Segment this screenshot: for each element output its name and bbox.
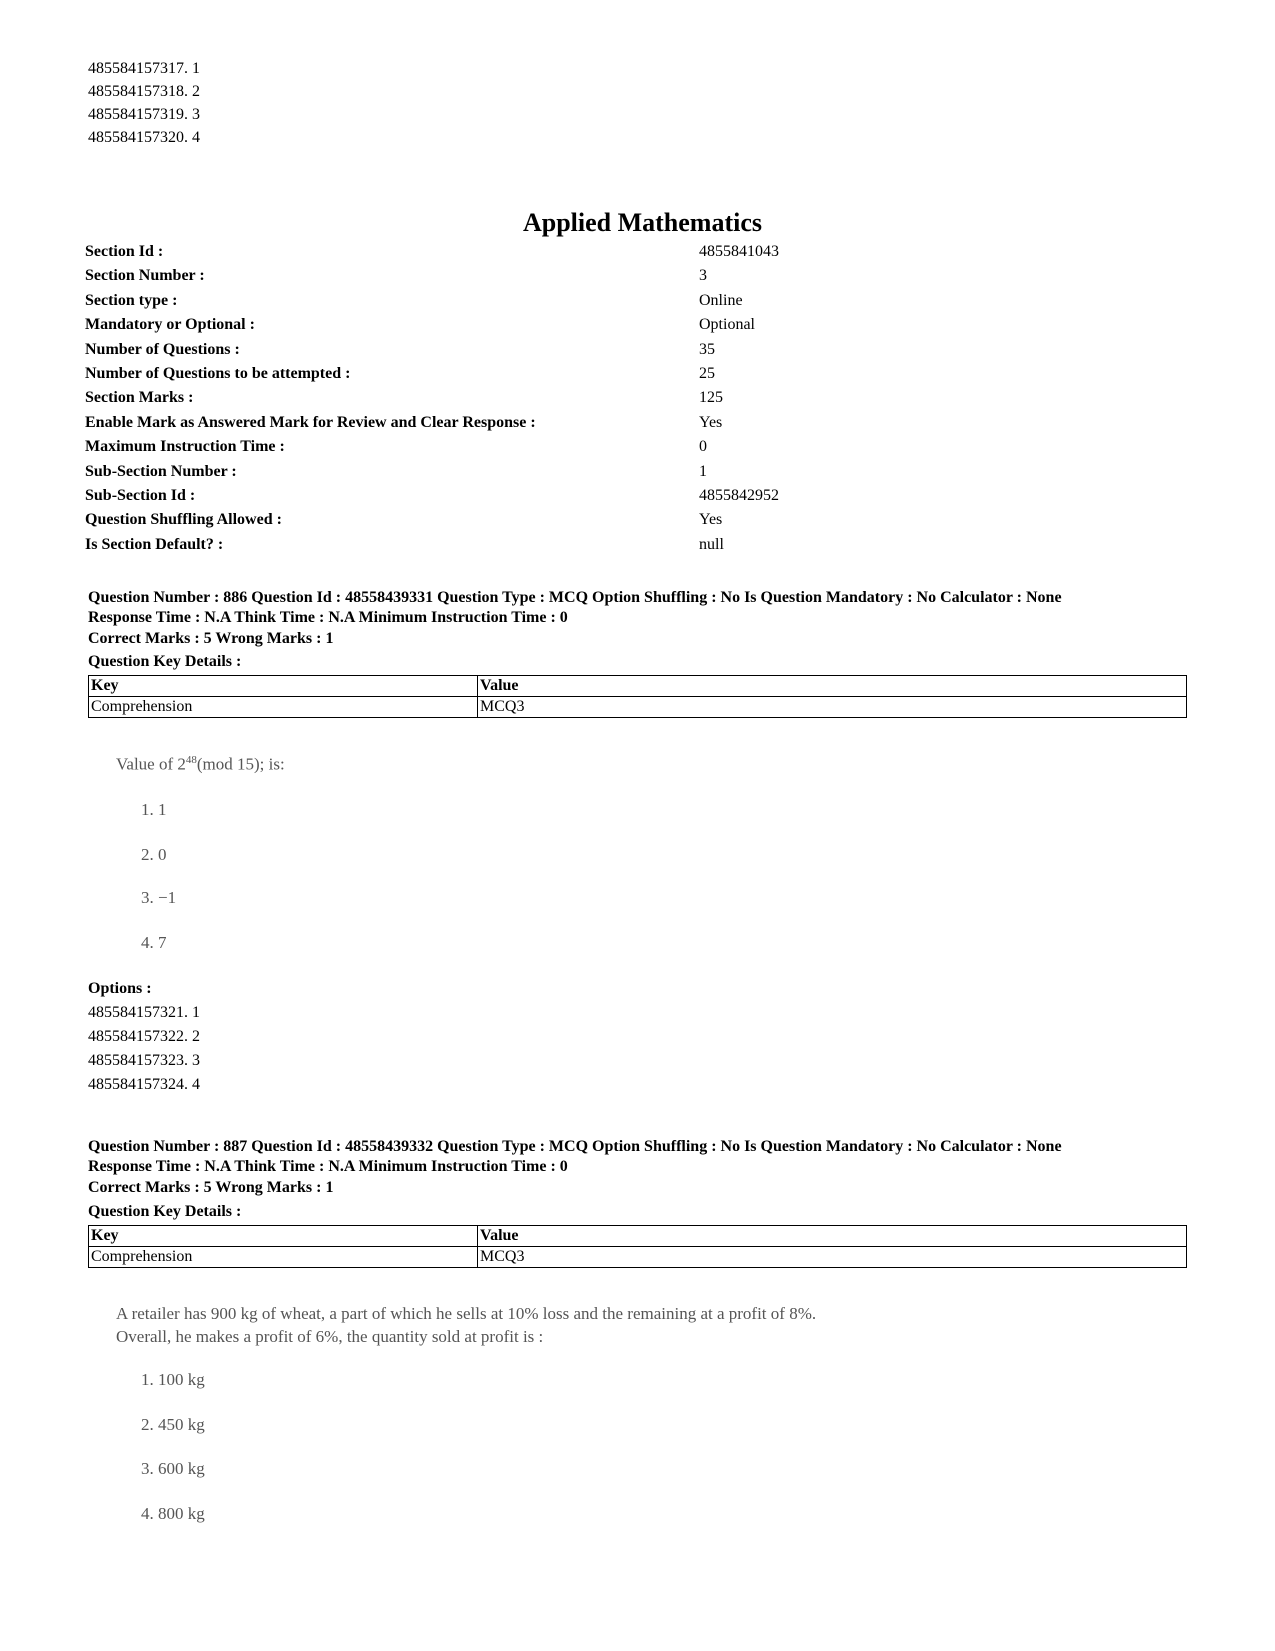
key-table-row [89,1247,1187,1268]
key-table-value-cell: MCQ3 [478,1247,1187,1268]
question-text-post: (mod 15); is: [196,754,285,774]
question-header [88,588,1062,628]
info-value: Yes [699,413,723,431]
question-choice: 1. 1 [141,800,167,819]
info-value: 35 [699,340,715,358]
key-table-row [89,697,1187,718]
question-header-line: Response Time : N.A Think Time : N.A Minimum Instruction Time : 0 [88,1158,568,1175]
question-header [88,1137,1062,1177]
question-key-table [88,1225,1187,1268]
options-label: Options : [88,980,152,997]
info-value: 25 [699,364,715,382]
question-choice: 4. 800 kg [141,1504,205,1523]
question-text [116,754,285,775]
question-text-pre: Value of 2 [116,754,186,774]
question-choice: 3. −1 [141,888,177,907]
question-choice: 2. 0 [141,845,167,864]
info-label: Section type : [85,291,178,309]
info-value: Optional [699,316,755,334]
option-item: 485584157322. 2 [88,1028,200,1045]
option-item: 485584157318. 2 [88,83,200,100]
info-label: Section Number : [85,267,205,285]
info-label: Sub-Section Number : [85,462,237,480]
previous-options-list [88,57,200,149]
key-table-value-cell: MCQ3 [478,697,1187,718]
question-key-details-label: Question Key Details : [88,1203,242,1220]
info-value: 125 [699,389,723,407]
info-label: Section Marks : [85,389,194,407]
info-label: Maximum Instruction Time : [85,438,285,456]
info-value: Online [699,291,743,309]
option-item: 485584157324. 4 [88,1076,200,1093]
info-label: Number of Questions to be attempted : [85,364,351,382]
info-value: null [699,535,724,553]
info-label: Is Section Default? : [85,535,224,553]
question-choice: 4. 7 [141,933,167,952]
info-value: 1 [699,462,707,480]
key-table-header-value: Value [478,1226,1187,1247]
option-item: 485584157323. 3 [88,1052,200,1069]
question-key-details-label: Question Key Details : [88,653,242,670]
info-value: 4855842952 [699,486,779,504]
question-marks: Correct Marks : 5 Wrong Marks : 1 [88,1179,334,1196]
question-choice: 1. 100 kg [141,1370,205,1389]
option-item: 485584157319. 3 [88,106,200,123]
option-item: 485584157320. 4 [88,129,200,146]
key-table-header-key: Key [89,1226,478,1247]
section-title [0,208,1275,238]
key-table-header-row [89,676,1187,697]
question-text-line: A retailer has 900 kg of wheat, a part of which he sells at 10% loss and the remaining at a profit of 8%. [116,1304,817,1323]
question-text-line: Overall, he makes a profit of 6%, the quantity sold at profit is : [116,1327,544,1346]
question-text-exponent: 48 [185,754,197,766]
question-key-table [88,675,1187,718]
option-item: 485584157317. 1 [88,60,200,77]
info-label: Section Id : [85,243,164,260]
info-value: 4855841043 [699,243,779,260]
key-table-key-cell: Comprehension [89,1247,478,1268]
key-table-header-key: Key [89,676,478,697]
info-label: Number of Questions : [85,340,240,358]
option-item: 485584157321. 1 [88,1004,200,1021]
question-choice: 2. 450 kg [141,1415,205,1434]
info-label: Question Shuffling Allowed : [85,511,282,529]
question-header-line: Question Number : 886 Question Id : 48558439331 Question Type : MCQ Option Shuffling : No Is Question Mandatory : No Calculator : None [88,589,1062,606]
question-choice: 3. 600 kg [141,1459,205,1478]
key-table-header-value: Value [478,676,1187,697]
section-info-values [699,240,779,557]
info-label: Enable Mark as Answered Mark for Review and Clear Response : [85,413,536,431]
info-value: 3 [699,267,707,285]
options-list [88,1001,200,1097]
question-header-line: Question Number : 887 Question Id : 48558439332 Question Type : MCQ Option Shuffling : No Is Question Mandatory : No Calculator : None [88,1138,1062,1155]
info-value: Yes [699,511,723,529]
key-table-key-cell: Comprehension [89,697,478,718]
info-label: Mandatory or Optional : [85,316,255,334]
key-table-header-row [89,1226,1187,1247]
question-header-line: Response Time : N.A Think Time : N.A Minimum Instruction Time : 0 [88,609,568,626]
info-label: Sub-Section Id : [85,486,196,504]
question-marks: Correct Marks : 5 Wrong Marks : 1 [88,630,334,647]
section-info-labels [85,240,536,557]
section-title-text: Applied Mathematics [522,208,763,237]
info-value: 0 [699,438,707,456]
